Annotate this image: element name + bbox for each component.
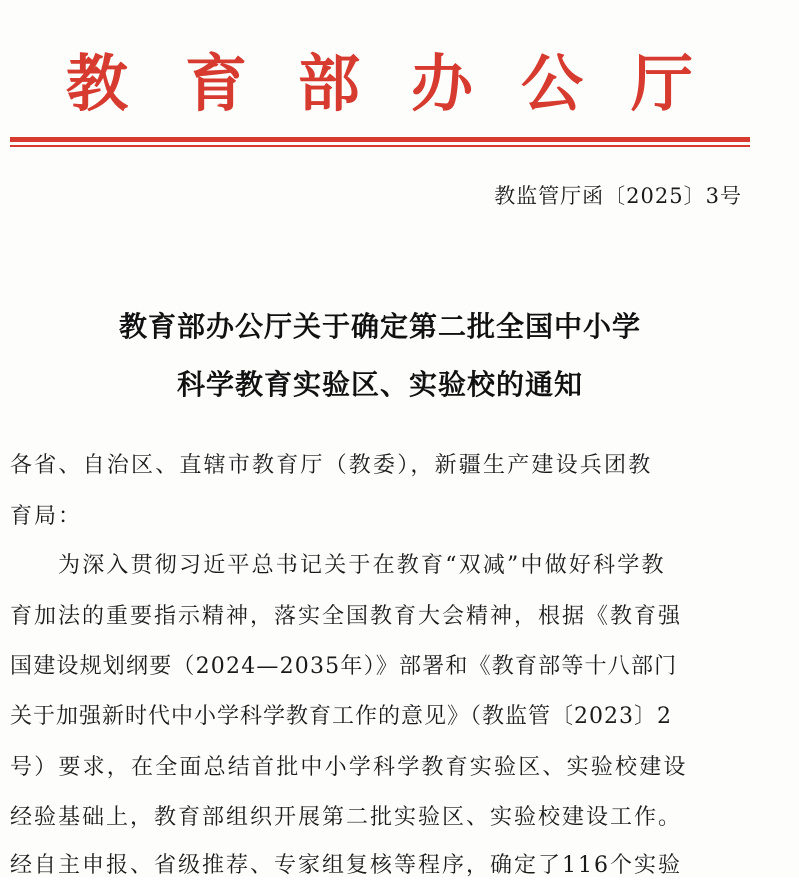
masthead-rule-thin bbox=[10, 145, 750, 147]
masthead-rule-thick bbox=[10, 137, 750, 142]
body-text-line: 经自主申报、省级推荐、专家组复核等程序，确定了116个实验 bbox=[10, 853, 682, 878]
masthead-char: 教 bbox=[66, 47, 129, 120]
masthead-char: 办 bbox=[411, 47, 474, 120]
body-text-line: 关于加强新时代中小学科学教育工作的意见》（教监管〔2023〕2 bbox=[10, 704, 672, 729]
document-number: 教监管厅函〔2025〕3号 bbox=[494, 184, 742, 208]
body-text-line: 育加法的重要指示精神，落实全国教育大会精神，根据《教育强 bbox=[10, 604, 683, 629]
body-text-line: 国建设规划纲要（2024—2035年）》部署和《教育部等十八部门 bbox=[10, 654, 678, 679]
body-text-line: 各省、自治区、直辖市教育厅（教委），新疆生产建设兵团教 bbox=[10, 453, 653, 478]
masthead-char: 部 bbox=[298, 47, 361, 120]
body-text-line: 育局： bbox=[10, 504, 83, 529]
document-title-line-1: 教育部办公厅关于确定第二批全国中小学 bbox=[118, 310, 641, 343]
masthead bbox=[0, 44, 799, 124]
masthead-char: 育 bbox=[185, 47, 248, 120]
body-text-line: 经验基础上，教育部组织开展第二批实验区、实验校建设工作。 bbox=[10, 805, 683, 830]
document-title-line-2: 科学教育实验区、实验校的通知 bbox=[176, 368, 583, 401]
masthead-char: 厅 bbox=[631, 47, 694, 120]
body-text-line: 为深入贯彻习近平总书记关于在教育“双减”中做好科学教 bbox=[58, 553, 666, 578]
body-text-line: 号）要求，在全面总结首批中小学科学教育实验区、实验校建设 bbox=[10, 755, 688, 780]
masthead-char: 公 bbox=[521, 47, 584, 120]
